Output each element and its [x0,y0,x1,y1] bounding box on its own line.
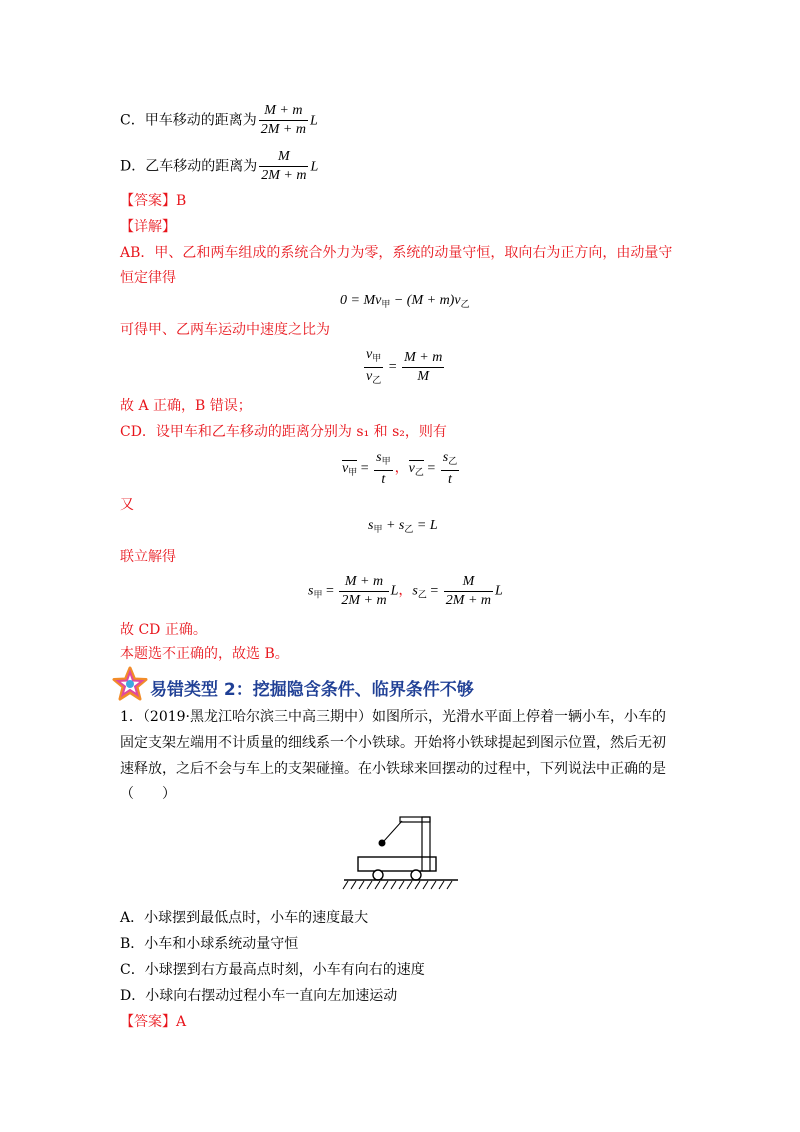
explanation-p6: 联立解得 [120,549,176,565]
equation-velocity-ratio: $\frac{v_甲}{v_乙}$ = $\frac{M + m}{M}$ [366,347,443,385]
explanation-p5: 又 [120,497,134,513]
detail-label: 【详解】 [120,219,176,235]
question-line2: 固定支架左端用不计质量的细线系一个小铁球。开始将小铁球提起到图示位置，然后无初 [120,735,666,751]
question-line4: （ ） [120,786,176,802]
question-option-b: B．小车和小球系统动量守恒 [120,936,299,952]
cart-pendulum-diagram [340,805,460,895]
section-title: 易错类型 2：挖掘隐含条件、临界条件不够 [150,680,474,700]
question-line1: 1．（2019·黑龙江哈尔滨三中高三期中）如图所示，光滑水平面上停着一辆小车，小车的 [120,709,666,725]
answer-1: 【答案】B [120,193,187,209]
equation-distance-solution: $s_甲$ = $\frac{M + m}{2M + m}$ L，$s_乙$ = $\frac{M}{2M + m}$ L [308,574,503,608]
question-option-d: D．小球向右摆动过程小车一直向左加速运动 [120,988,398,1004]
star-icon [112,666,148,702]
option-d: D．乙车移动的距离为 $\frac{M}{2M + m}$ L [120,149,319,183]
option-c-fraction: $\frac{M + m}{2M + m}$ [260,103,306,137]
equation-momentum: $0 = Mv_甲 - (M + m)v_乙$ [340,293,470,309]
equation-distance-sum: $s_甲 + s_乙 = L$ [368,518,438,534]
explanation-p4: CD．设甲车和乙车移动的距离分别为 s₁ 和 s₂，则有 [120,424,447,440]
question-line3: 速释放，之后不会与车上的支架碰撞。在小铁球来回摆动的过程中，下列说法中正确的是 [120,761,666,777]
option-d-label: D．乙车移动的距离为 [120,158,258,175]
explanation-p1-line1: AB．甲、乙和两车组成的系统合外力为零，系统的动量守恒，取向右为正方向，由动量守 [120,245,673,261]
explanation-p3: 故 A 正确，B 错误； [120,398,252,414]
answer-2: 【答案】A [120,1014,187,1030]
option-d-fraction: $\frac{M}{2M + m}$ [261,149,307,183]
equation-average-velocity: $v_甲$ = $\frac{s_甲}{t}$ ，$v_乙$ = $\frac{s_乙}{t}$ [342,450,458,487]
option-c: C．甲车移动的距离为 $\frac{M + m}{2M + m}$ L [120,103,318,137]
explanation-p1-line2: 恒定律得 [120,270,176,286]
explanation-p8: 本题选不正确的，故选 B。 [120,646,289,662]
explanation-p7: 故 CD 正确。 [120,622,207,638]
question-option-c: C．小球摆到右方最高点时刻，小车有向右的速度 [120,962,425,978]
question-option-a: A．小球摆到最低点时，小车的速度最大 [120,910,369,926]
explanation-p2: 可得甲、乙两车运动中速度之比为 [120,322,330,338]
option-c-label: C．甲车移动的距离为 [120,112,257,129]
